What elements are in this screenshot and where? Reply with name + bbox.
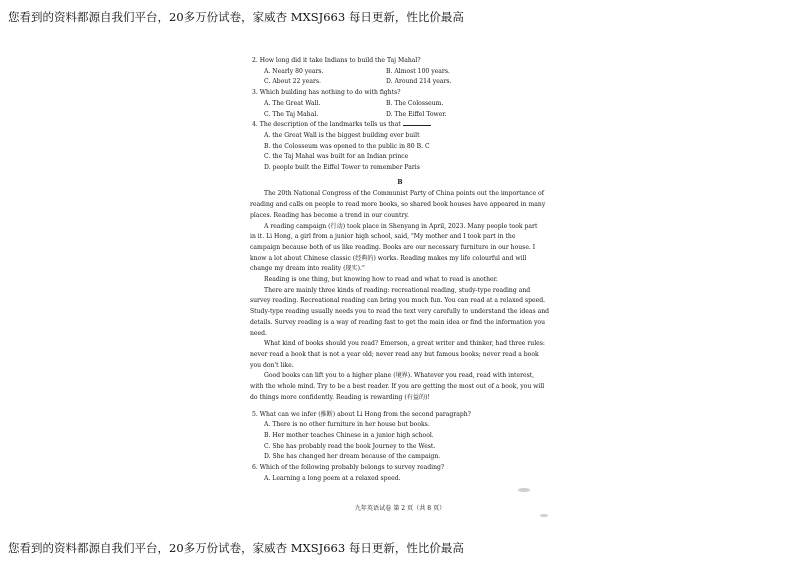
option-d: D. Around 214 years. (386, 78, 452, 86)
passage-line: survey reading. Recreational reading can bring you much fun. You can read at a relaxed speed. (250, 297, 546, 305)
passage-line: Good books can lift you to a higher plane (境界). Whatever you read, read with interest, (264, 372, 535, 380)
passage-line: campaign because both of us like reading. Books are our necessary furniture in our house. I (250, 243, 536, 251)
option-d: D. She has changed her dream because of the campaign. (264, 453, 441, 461)
passage-line: places. Reading has become a trend in our country. (250, 211, 409, 219)
option-c: C. About 22 years. (264, 78, 321, 86)
exam-page (250, 56, 550, 526)
question-3-options (250, 99, 550, 110)
passage-line: change my dream into reality (现实)." (250, 265, 365, 273)
option-c: C. The Taj Mahal. (264, 110, 319, 118)
passage-line: in it. Li Hong, a girl from a junior high school, said, "My mother and I took part in the (250, 233, 516, 241)
passage-paragraph-6 (250, 371, 550, 403)
question-5-stem: 5. What can we infer (推断) about Li Hong from the second paragraph? (252, 410, 471, 418)
option-a: A. There is no other furniture in her house but books. (264, 421, 430, 429)
section-heading: B (397, 178, 403, 186)
question-6-stem: 6. Which of the following probably belongs to survey reading? (252, 464, 445, 472)
question-2-stem: 2. How long did it take Indians to build the Taj Mahal? (252, 57, 421, 64)
option-a: A. The Great Wall. (264, 99, 321, 107)
passage-line: know a lot about Chinese classic (经典的) works. Reading makes my life colourful and will (250, 254, 527, 262)
passage-line: details. Survey reading is a way of reading fast to get the main idea or find the information you (250, 318, 545, 326)
passage-line: There are mainly three kinds of reading: recreational reading, study-type reading and (264, 286, 531, 294)
option-b: B. the Colosseum was opened to the public in 80 B. C (264, 142, 430, 150)
passage-line: A reading campaign (行动) took place in Shenyang in April, 2023. Many people took part (264, 222, 538, 230)
option-b: B. Her mother teaches Chinese in a junior high school. (264, 431, 434, 439)
passage-line: do things more confidently. Reading is rewarding (有益的)! (250, 393, 430, 401)
question-2-options-2 (250, 77, 550, 88)
scan-smudge (518, 488, 530, 492)
passage-paragraph-2 (250, 222, 550, 276)
bottom-banner: 您看到的资料都源自我们平台，20多万份试卷，家威杏 MXSJ663 每日更新，性比价最高 (8, 541, 464, 555)
passage-line: reading and calls on people to read more books, so shared book houses have appeared in many (250, 201, 546, 209)
passage-line: What kind of books should you read? Emerson, a great writer and thinker, had three rules: (264, 340, 545, 348)
passage-line: need. (250, 329, 267, 337)
option-a: A. Nearly 80 years. (264, 67, 324, 75)
question-4-stem (250, 120, 550, 131)
passage-paragraph-5 (250, 339, 550, 371)
question-2-options (250, 67, 550, 78)
passage-line: The 20th National Congress of the Communist Party of China points out the importance of (264, 190, 544, 198)
option-a: A. Learning a long poem at a relaxed speed. (264, 474, 401, 482)
option-d: D. people built the Eiffel Tower to remember Paris (264, 164, 420, 172)
passage-line: with the whole mind. Try to be a best reader. If you are getting the most out of a book, you will (250, 383, 545, 391)
question-3-options-2 (250, 110, 550, 121)
option-b: B. The Colosseum. (386, 99, 444, 107)
option-c: C. the Taj Mahal was built for an Indian prince (264, 153, 409, 161)
scan-smudge (540, 514, 548, 517)
passage-paragraph-1 (250, 189, 550, 221)
question-4-text: 4. The description of the landmarks tells us that (252, 121, 401, 129)
page-footer: 九年英语试卷 第 2 页（共 8 页） (354, 505, 446, 512)
option-b: B. Almost 100 years. (386, 67, 450, 75)
passage-line: never read a book that is not a year old; never read any but famous books; never read a book (250, 350, 539, 358)
option-a: A. the Great Wall is the biggest building ever built (264, 131, 420, 139)
passage-line: you don't like. (250, 361, 294, 369)
passage-line: Reading is one thing, but knowing how to read and what to read is another. (264, 276, 498, 284)
passage-paragraph-4 (250, 286, 550, 340)
answer-blank (403, 120, 431, 126)
passage-line: Study-type reading usually needs you to read the text very carefully to understand the ideas and (250, 308, 550, 316)
question-3-stem: 3. Which building has nothing to do with fights? (252, 89, 401, 97)
option-d: D. The Eiffel Tower. (386, 110, 447, 118)
option-c: C. She has probably read the book Journey to the West. (264, 442, 436, 450)
passage-paragraph-3 (250, 275, 550, 286)
top-banner: 您看到的资料都源自我们平台，20多万份试卷，家威杏 MXSJ663 每日更新，性比价最高 (8, 10, 464, 24)
